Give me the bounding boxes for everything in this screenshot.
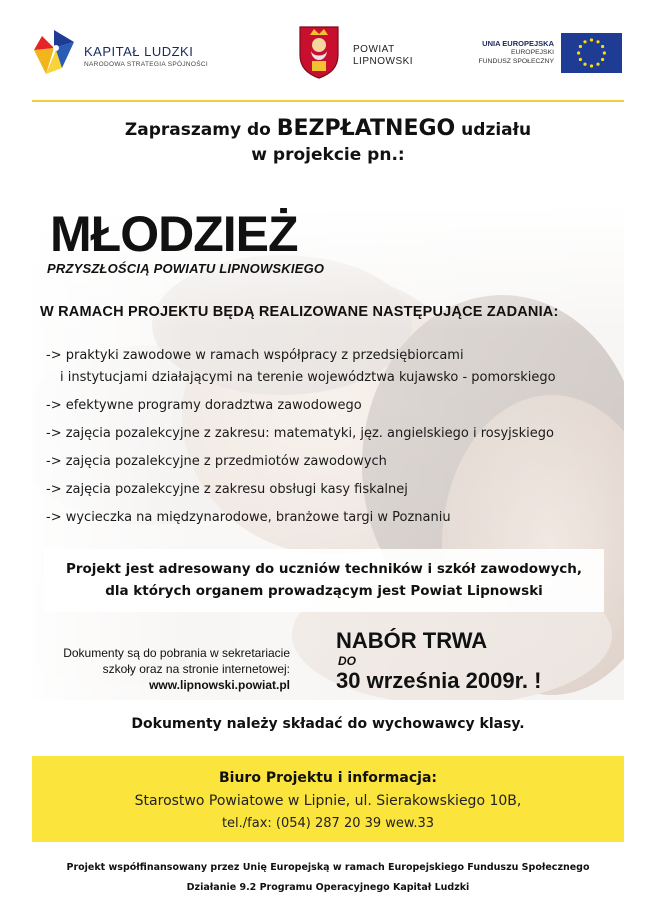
project-subtitle: PRZYSZŁOŚCIĄ POWIATU LIPNOWSKIEGO — [47, 261, 325, 276]
task-item-continuation — [46, 364, 626, 392]
task-item: -> zajęcia pozalekcyjne z zakresu: matematyki, jęz. angielskiego i rosyjskiego — [46, 426, 554, 441]
task-item: -> efektywne programy doradztwa zawodowego — [46, 398, 362, 413]
eu-label — [466, 39, 554, 66]
footer — [0, 858, 656, 898]
invitation-prefix: Zapraszamy do — [124, 120, 271, 140]
task-continuation-prefix: i — [60, 370, 64, 385]
invitation — [0, 116, 656, 167]
powiat-name — [353, 44, 413, 68]
header-divider — [32, 100, 624, 102]
documents-info — [40, 645, 290, 693]
office-address: Starostwo Powiatowe w Lipnie, ul. Sierakowskiego 10B, — [134, 793, 522, 809]
eu-title: UNIA EUROPEJSKA — [482, 39, 554, 48]
task-list — [46, 342, 626, 532]
eu-line2: EUROPEJSKI — [510, 49, 554, 56]
footer-line2: Działanie 9.2 Programu Operacyjnego Kapitał Ludzki — [186, 882, 470, 893]
invitation-line2: w projekcie pn.: — [251, 145, 405, 165]
office-info-box — [32, 756, 624, 842]
invitation-suffix: udziału — [461, 120, 532, 140]
audience-box — [44, 549, 604, 612]
eu-flag-icon — [561, 33, 622, 73]
task-item: -> wycieczka na międzynarodowe, branżowe targi w Poznaniu — [46, 510, 451, 525]
task-continuation-text: instytucjami działającymi na terenie województwa kujawsko - pomorskiego — [67, 370, 556, 385]
kapital-ludzki-text — [84, 44, 208, 68]
recruitment-date: 30 września 2009r. ! — [336, 668, 542, 693]
project-title: MŁODZIEŻ — [50, 206, 298, 262]
documents-line1: Dokumenty są do pobrania w sekretariacie — [63, 646, 290, 660]
recruitment-notice — [336, 628, 541, 694]
recruitment-do: DO — [338, 654, 356, 668]
audience-line2: dla których organem prowadzącym jest Powiat Lipnowski — [105, 583, 543, 599]
task-item: -> praktyki zawodowe w ramach współpracy z przedsiębiorcami — [46, 348, 464, 363]
website-link[interactable]: www.lipnowski.powiat.pl — [149, 678, 290, 692]
tasks-heading: W RAMACH PROJEKTU BĘDĄ REALIZOWANE NASTĘPUJĄCE ZADANIA: — [40, 304, 559, 320]
footer-line1: Projekt współfinansowany przez Unię Europejską w ramach Europejskiego Funduszu Społecznego — [66, 862, 590, 873]
invitation-highlight: BEZPŁATNEGO — [276, 116, 456, 141]
eu-line3: FUNDUSZ SPOŁECZNY — [478, 58, 554, 65]
submit-note: Dokumenty należy składać do wychowawcy klasy. — [131, 716, 525, 732]
office-title: Biuro Projektu i informacja: — [219, 770, 437, 786]
powiat-line1: POWIAT — [353, 44, 395, 55]
kapital-ludzki-subtitle: NARODOWA STRATEGIA SPÓJNOŚCI — [84, 61, 208, 68]
documents-line2: szkoły oraz na stronie internetowej: — [102, 662, 290, 676]
invitation-line1 — [0, 116, 656, 143]
powiat-crest-icon — [298, 25, 340, 79]
task-item: -> zajęcia pozalekcyjne z przedmiotów zawodowych — [46, 454, 387, 469]
office-phone: tel./fax: (054) 287 20 39 wew.33 — [221, 816, 435, 831]
kapital-ludzki-title: KAPITAŁ LUDZKI — [84, 44, 194, 59]
recruitment-line1: NABÓR TRWA — [336, 628, 488, 653]
audience-line1: Projekt jest adresowany do uczniów techników i szkół zawodowych, — [65, 561, 583, 577]
task-item: -> zajęcia pozalekcyjne z zakresu obsługi kasy fiskalnej — [46, 482, 408, 497]
kapital-ludzki-logo-icon — [32, 28, 76, 76]
powiat-line2: LIPNOWSKI — [353, 56, 414, 67]
